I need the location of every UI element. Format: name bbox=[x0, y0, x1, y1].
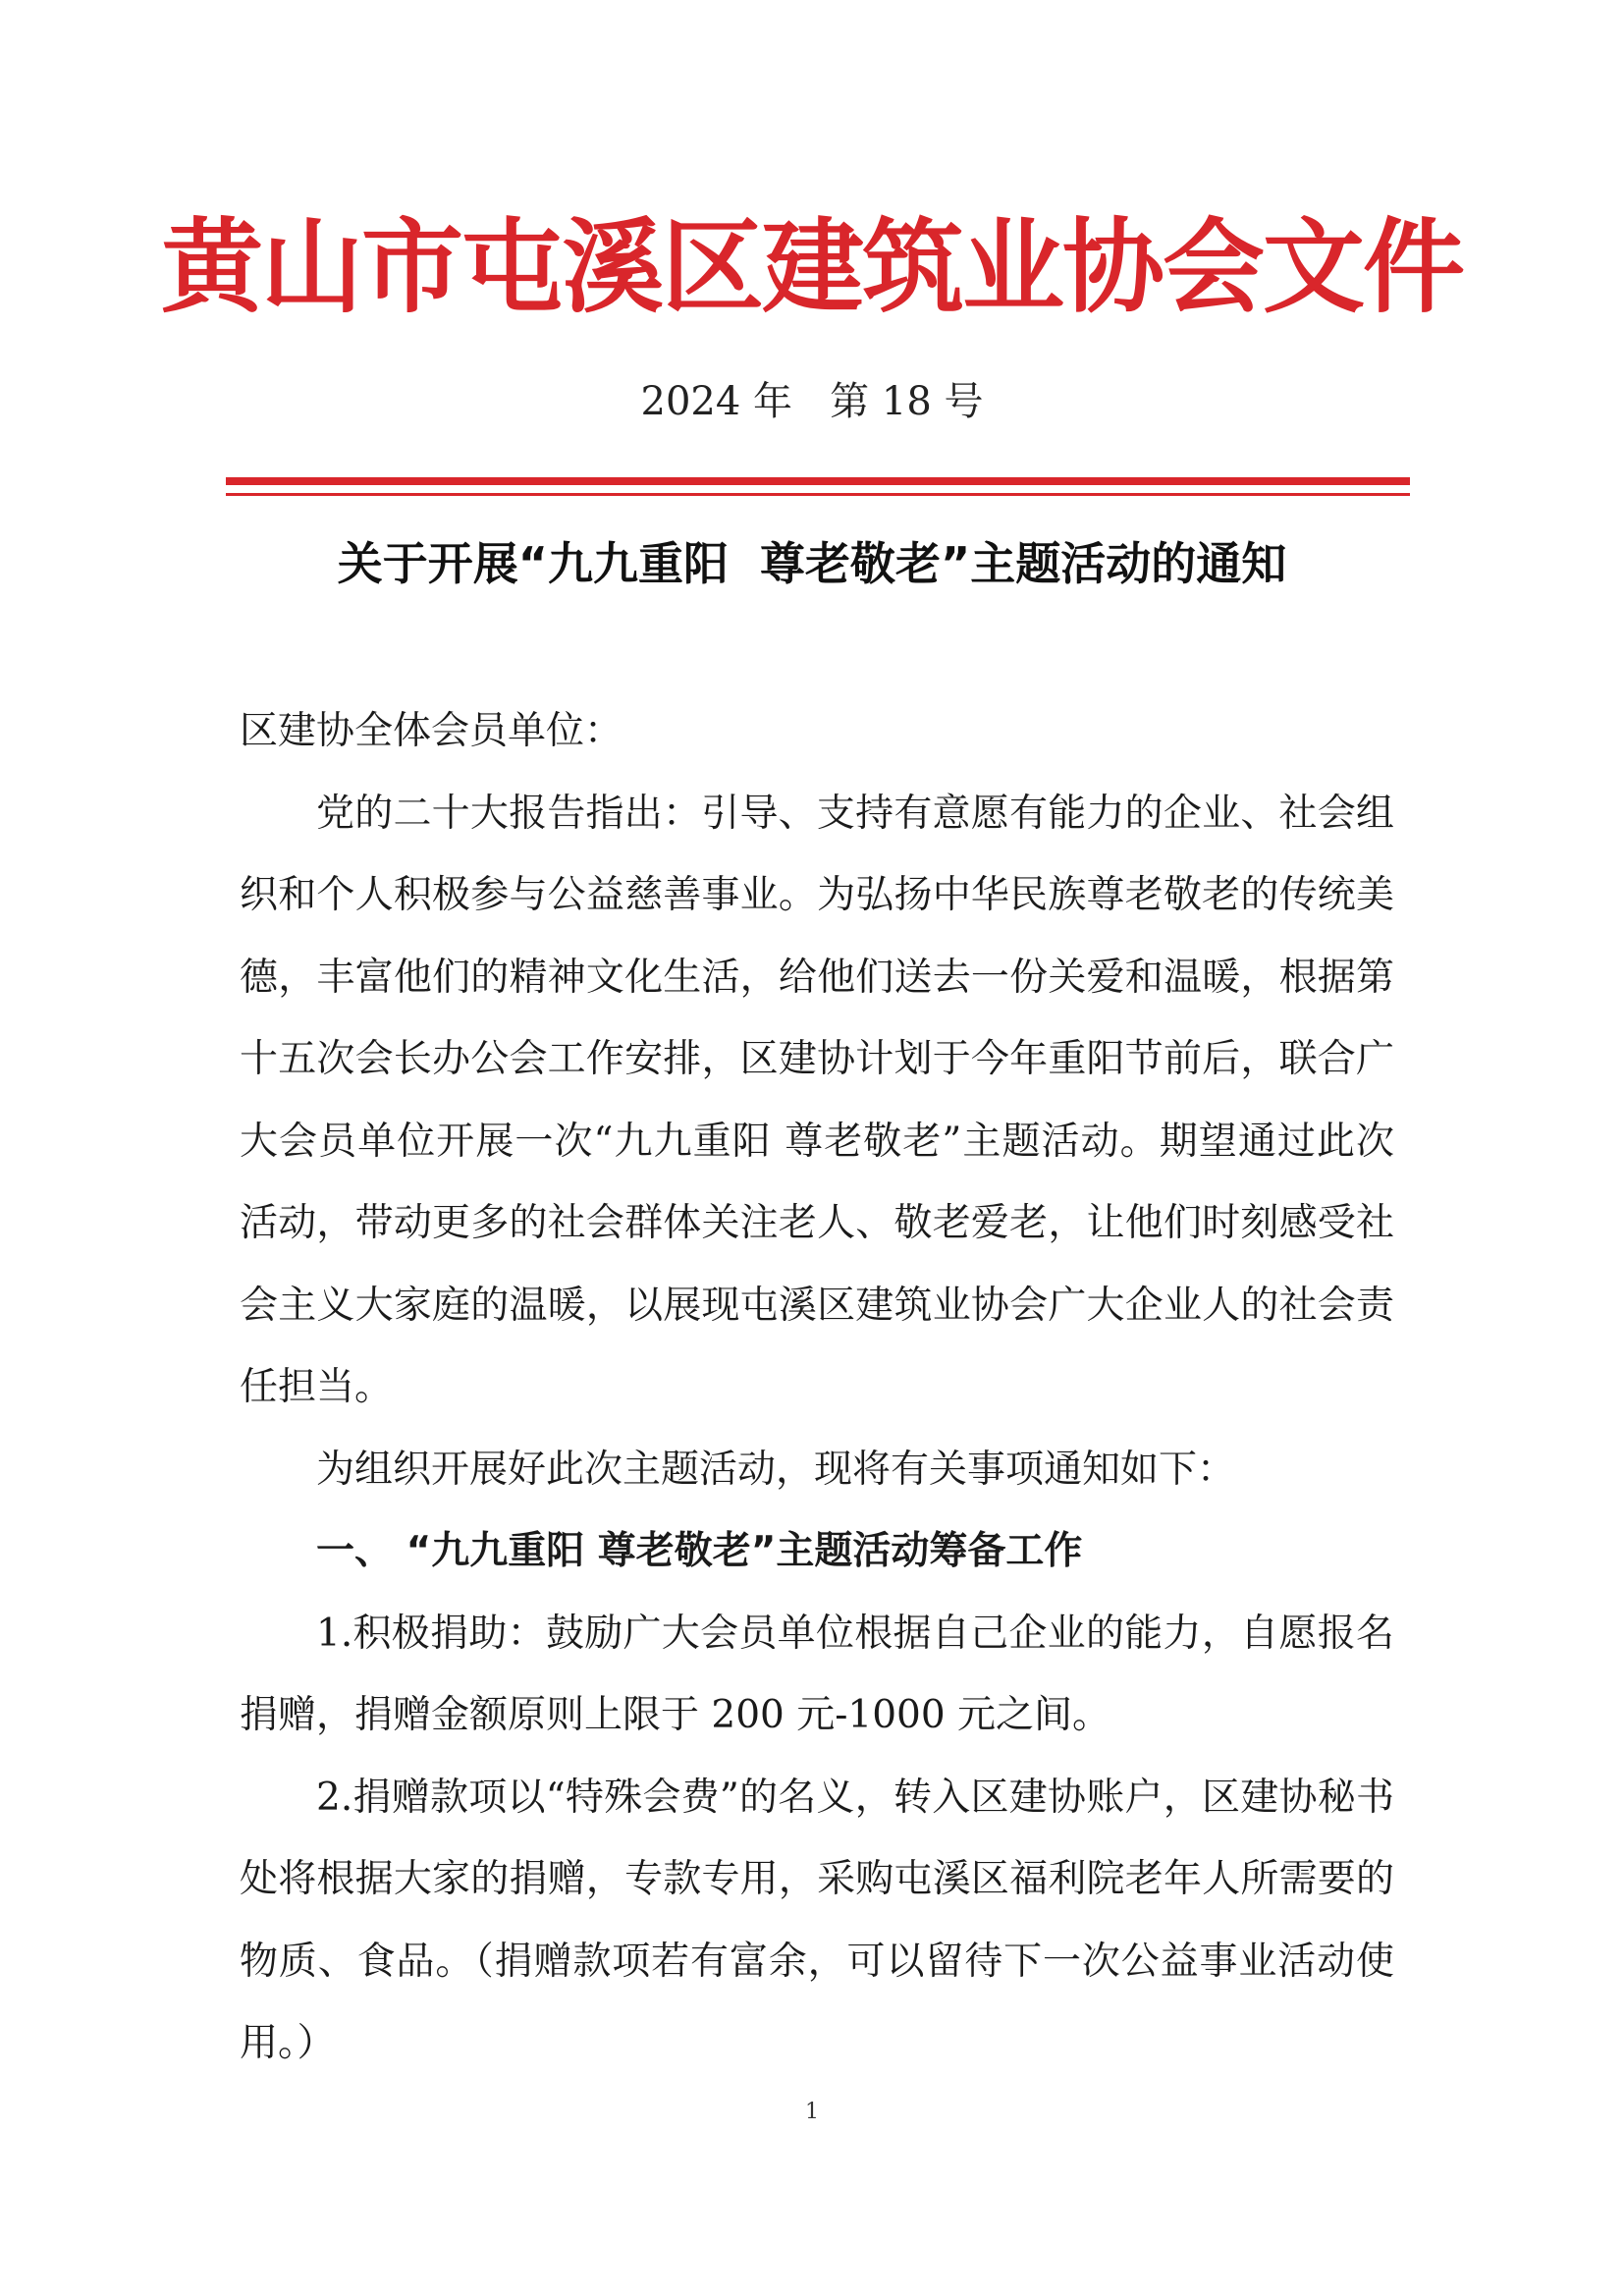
notice-title: 关于开展“九九重阳 尊老敬老”主题活动的通知 bbox=[337, 537, 1287, 590]
list-item: 1.积极捐助：鼓励广大会员单位根据自己企业的能力，自愿报名捐赠，捐赠金额原则上限于 200 元-1000 元之间。 bbox=[240, 1611, 1394, 1737]
salutation: 区建协全体会员单位： bbox=[240, 709, 623, 753]
section-heading-1: 一、 “九九重阳 尊老敬老”主题活动筹备工作 bbox=[316, 1529, 1083, 1573]
document-header-title: 黄山市屯溪区建筑业协会文件 bbox=[160, 207, 1463, 327]
list-item: 2.捐赠款项以“特殊会费”的名义，转入区建协账户，区建协秘书处将根据大家的捐赠，专款专用，采购屯溪区福利院老年人所需要的物质、食品。（捐赠款项若有富余，可以留待下一次公益事业活动使用。） bbox=[240, 1775, 1394, 2065]
notice-body bbox=[240, 690, 1394, 2085]
document-number: 2024 年 第 18 号 bbox=[640, 379, 984, 424]
page-number: 1 bbox=[805, 2100, 819, 2124]
intro-paragraph: 党的二十大报告指出：引导、支持有意愿有能力的企业、社会组织和个人积极参与公益慈善事业。为弘扬中华民族尊老敬老的传统美德，丰富他们的精神文化生活，给他们送去一份关爱和温暖，根据第十五次会长办公会工作安排，区建协计划于今年重阳节前后，联合广大会员单位开展一次“九九重阳 尊老敬老”主题活动。期望通过此次活动，带动更多的社会群体关注老人、敬老爱老，让他们时刻感受社会主义大家庭的温暖，以展现屯溪区建筑业协会广大企业人的社会责任担当。 bbox=[240, 791, 1394, 1409]
header-divider-thin bbox=[226, 493, 1410, 496]
transition-paragraph: 为组织开展好此次主题活动，现将有关事项通知如下： bbox=[316, 1447, 1236, 1492]
header-divider-thick bbox=[226, 477, 1410, 485]
